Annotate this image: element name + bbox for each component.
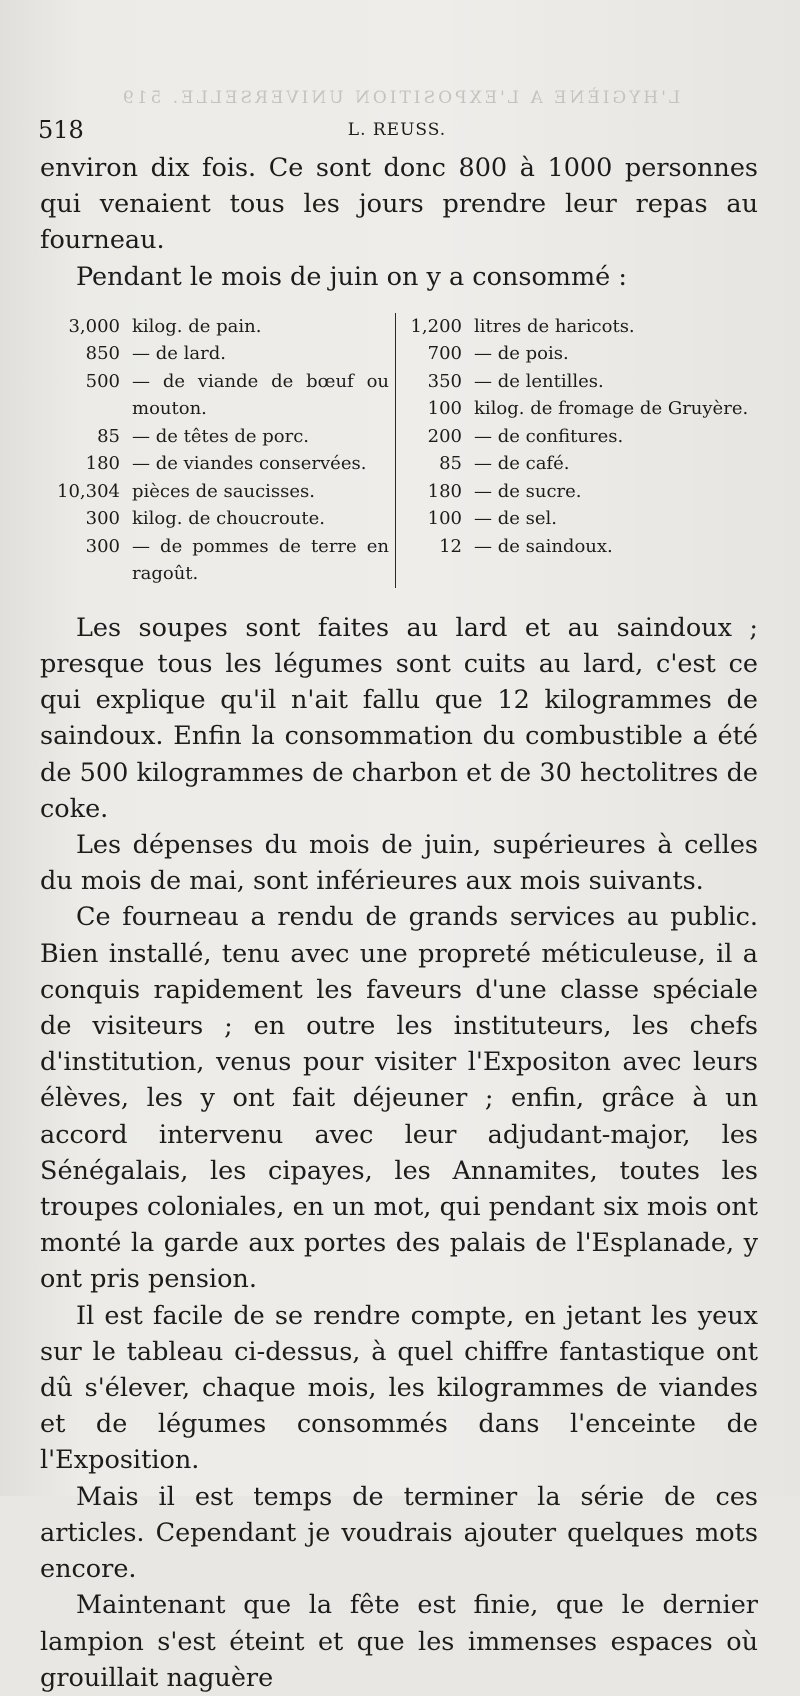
table-row xyxy=(402,478,758,506)
quantity: 100 xyxy=(427,398,462,420)
page-header xyxy=(38,112,756,152)
item-label: pièces de saucisses. xyxy=(132,480,316,502)
table-row xyxy=(402,423,758,451)
item-label: — de sucre. xyxy=(474,480,582,502)
quantity: 300 xyxy=(85,535,120,557)
quantity: 500 xyxy=(85,370,120,392)
item-label: kilog. de fromage de Gruyère. xyxy=(474,398,749,420)
item-label: — de pois. xyxy=(474,343,569,365)
paragraph: Les soupes sont faites au lard et au saindoux ; presque tous les légumes sont cuits au lard, c'est ce qui explique qu'il n'ait fallu que 12 kilogrammes de saindoux. Enfin la consommation du combustible a été de 500 kilogrammes de charbon et de 30 hectolitres de coke. xyxy=(40,612,758,824)
table-intro: Pendant le mois de juin on y a consommé : xyxy=(76,261,627,292)
table-right-column xyxy=(395,313,758,588)
paragraph: Mais il est temps de terminer la série de ces articles. Cependant je voudrais ajouter quelques mots encore. xyxy=(40,1481,758,1585)
item-label: — de sel. xyxy=(474,508,557,530)
paragraph: Ce fourneau a rendu de grands services au public. Bien installé, tenu avec une propreté méticuleuse, il a conquis rapidement les faveurs d'une classe spéciale de visiteurs ; en outre les instituteurs, les chefs d'institution, venus pour visiter l'Expositon avec leurs élèves, les y ont fait déjeuner ; enfin, grâce à un accord intervenu avec leur adjudant-major, les Sénégalais, les cipayes, les Annamites, toutes les troupes coloniales, en un mot, qui pendant six mois ont monté la garde aux portes des palais de l'Esplanade, y ont pris pension. xyxy=(40,902,758,1295)
running-title: L. REUSS. xyxy=(347,120,447,140)
page-number: 518 xyxy=(38,116,84,144)
item-label: — de lentilles. xyxy=(474,370,604,392)
quantity: 300 xyxy=(85,508,120,530)
table-row xyxy=(402,450,758,478)
table-left-column xyxy=(40,313,395,588)
quantity: 10,304 xyxy=(57,480,120,502)
show-through-text: L'HYGIÈNE A L'EXPOSITION UNIVERSELLE. 519 xyxy=(119,88,681,108)
table-row xyxy=(40,505,389,533)
quantity: 850 xyxy=(85,343,120,365)
table-row xyxy=(40,533,389,588)
paragraph: Maintenant que la fête est finie, que le dernier lampion s'est éteint et que les immenses espaces où grouillait naguère xyxy=(40,1590,758,1693)
table-row xyxy=(40,423,389,451)
paragraph: Les dépenses du mois de juin, supérieures à celles du mois de mai, sont inférieures aux mois suivants. xyxy=(40,830,758,897)
quantity: 85 xyxy=(97,425,120,447)
quantity: 180 xyxy=(85,453,120,475)
item-label: — de café. xyxy=(474,453,570,475)
item-label: — de viandes conservées. xyxy=(132,453,367,475)
consumption-table xyxy=(40,313,758,588)
item-label: — de pommes de terre en ragoût. xyxy=(132,535,389,585)
paragraph: Il est facile de se rendre compte, en jetant les yeux sur le tableau ci-dessus, à quel chiffre fantastique ont dû s'élever, chaque mois, les kilogrammes de viandes et de légumes consommés dans l'enceinte de l'Exposition. xyxy=(40,1300,758,1476)
quantity: 100 xyxy=(427,508,462,530)
page-body xyxy=(40,150,758,1696)
table-row xyxy=(40,478,389,506)
quantity: 3,000 xyxy=(68,315,120,337)
table-row xyxy=(402,313,758,341)
quantity: 350 xyxy=(427,370,462,392)
item-label: litres de haricots. xyxy=(474,315,635,337)
table-row xyxy=(40,368,389,423)
item-label: — de saindoux. xyxy=(474,535,613,557)
item-label: kilog. de pain. xyxy=(132,315,262,337)
table-row xyxy=(40,340,389,368)
table-row xyxy=(40,450,389,478)
item-label: — de têtes de porc. xyxy=(132,425,310,447)
quantity: 200 xyxy=(427,425,462,447)
quantity: 12 xyxy=(439,535,462,557)
table-row xyxy=(402,533,758,561)
item-label: kilog. de choucroute. xyxy=(132,508,325,530)
table-row xyxy=(402,368,758,396)
paragraph-continued: environ dix fois. Ce sont donc 800 à 1000 personnes qui venaient tous les jours prendre leur repas au fourneau. xyxy=(40,153,758,256)
table-row xyxy=(402,505,758,533)
quantity: 180 xyxy=(427,480,462,502)
table-row xyxy=(40,313,389,341)
table-row xyxy=(402,340,758,368)
item-label: — de lard. xyxy=(132,343,226,365)
quantity: 1,200 xyxy=(410,315,462,337)
table-row xyxy=(402,395,758,423)
item-label: — de viande de bœuf ou mouton. xyxy=(132,370,389,420)
quantity: 700 xyxy=(427,343,462,365)
quantity: 85 xyxy=(439,453,462,475)
item-label: — de confitures. xyxy=(474,425,624,447)
